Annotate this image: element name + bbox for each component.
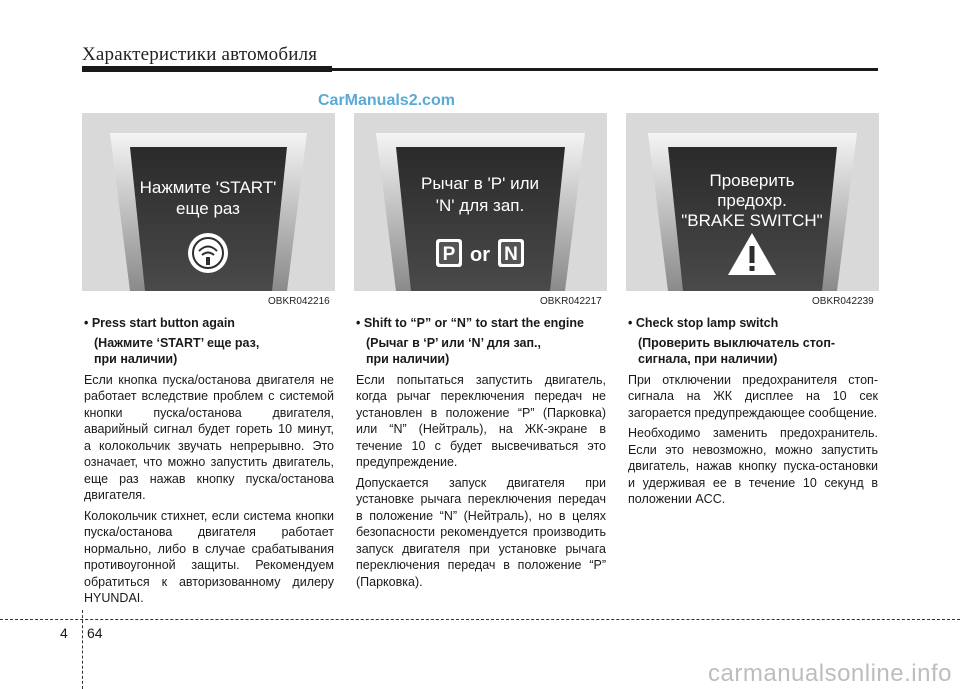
footer-dashed-vertical bbox=[82, 610, 83, 689]
image-code: OBKR042216 bbox=[268, 296, 330, 307]
bullet-subheading-2: при наличии) bbox=[366, 352, 450, 366]
image-code: OBKR042217 bbox=[540, 296, 602, 307]
footer-dashed-rule bbox=[0, 619, 960, 620]
bullet-subheading-2: сигнала, при наличии) bbox=[638, 352, 778, 366]
bullet-subheading-1: (Проверить выключатель стоп- bbox=[638, 335, 836, 350]
screen-line-1: Нажмите 'START' bbox=[139, 178, 277, 197]
bullet-subheading-1: (Рычаг в ‘P’ или ‘N’ для зап., bbox=[366, 335, 541, 350]
display-image-shift-p-n bbox=[354, 113, 607, 291]
bullet-heading: • Check stop lamp switch bbox=[628, 316, 779, 330]
paragraph-1: При отключении предохранителя стоп-сигнала на ЖК дисплее на 10 сек загорается предупреждающее сообщение. bbox=[628, 372, 878, 420]
screen-line-1: Рычаг в 'P' или bbox=[420, 174, 540, 193]
display-image-brake-switch bbox=[626, 113, 879, 291]
gear-or-label: or bbox=[470, 244, 490, 266]
screen-line-1: Проверить bbox=[709, 171, 795, 190]
page-number: 64 bbox=[87, 625, 103, 641]
image-code: OBKR042239 bbox=[812, 296, 874, 307]
bullet-heading: • Shift to “P” or “N” to start the engine bbox=[356, 316, 584, 330]
bullet-subheading-2: при наличии) bbox=[94, 352, 178, 366]
chapter-number: 4 bbox=[60, 625, 68, 641]
push-button-icon bbox=[188, 233, 228, 273]
text-column-3 bbox=[628, 315, 878, 512]
text-column-1 bbox=[84, 315, 334, 611]
screen-line-2: предохр. bbox=[717, 191, 787, 210]
paragraph-2: Колокольчик стихнет, если система кнопки пуска/останова двигателя работает нормально, либо в случае срабатывания противоугонной защиты. Рекомендуем обратиться к авторизованному дилеру HYUNDAI. bbox=[84, 508, 334, 605]
screen-line-3: "BRAKE SWITCH" bbox=[681, 211, 823, 230]
gear-p-icon bbox=[436, 239, 462, 267]
paragraph-1: Если кнопка пуска/останова двигателя не работает вследствие проблем с системой кнопки пуска/останова двигателя, аварийный сигнал будет гореть 10 минут, а колокольчик звучать непрерывно. Это означает, что можно запустить двигатель, еще раз нажав кнопку пуска/останова двигателя. bbox=[84, 372, 334, 502]
paragraph-2: Допускается запуск двигателя при установке рычага переключения передач в положение “N” (Нейтраль), но в целях безопасности рекомендуется производить запуск двигателя при установке рычага переключения передач в положение “P” (Парковка). bbox=[356, 475, 606, 589]
screen-line-2: еще раз bbox=[176, 199, 240, 218]
watermark-top: CarManuals2.com bbox=[318, 92, 455, 109]
gear-n-icon bbox=[498, 239, 524, 267]
watermark-bottom: carmanualsonline.info bbox=[708, 660, 952, 687]
paragraph-2: Необходимо заменить предохранитель. Если это невозможно, можно запустить двигатель, нажав кнопку пуска-остановки и удерживая ее в течение 10 секунд в положении ACC. bbox=[628, 426, 878, 506]
screen-line-2: 'N' для зап. bbox=[435, 196, 525, 215]
paragraph-1: Если попытаться запустить двигатель, когда рычаг переключения передач не установлен в положение “P” (Парковка) или “N” (Нейтраль), на ЖК-экране в течение 10 с будет высвечиваться это предупреждение. bbox=[356, 372, 606, 469]
gear-n-label: N bbox=[504, 244, 518, 265]
page-header-title: Характеристики автомобиля bbox=[82, 44, 318, 65]
bullet-heading: • Press start button again bbox=[84, 316, 235, 330]
header-rule bbox=[82, 68, 878, 71]
bullet-subheading-1: (Нажмите ‘START’ еще раз, bbox=[94, 335, 260, 350]
display-image-start-again bbox=[82, 113, 335, 291]
text-column-2 bbox=[356, 315, 606, 594]
gear-p-label: P bbox=[442, 244, 456, 265]
